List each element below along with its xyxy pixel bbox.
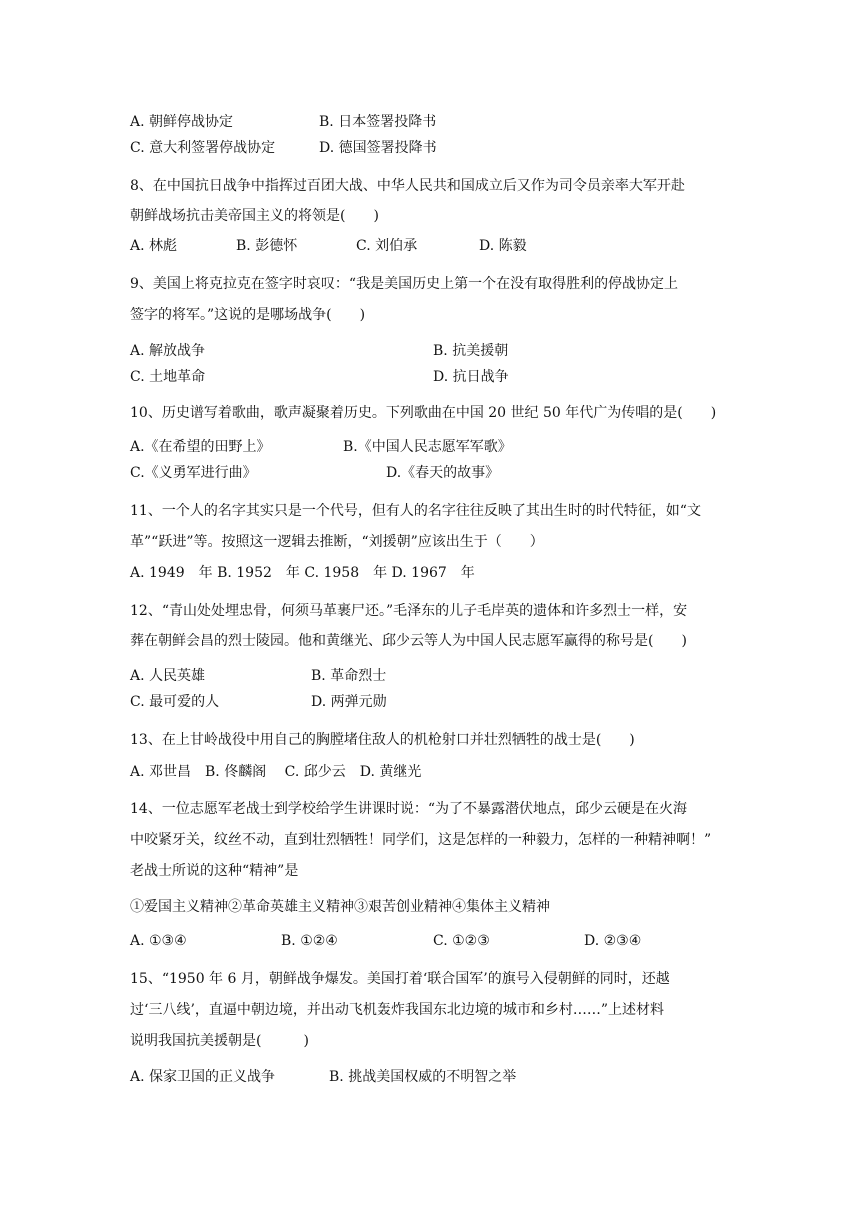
q12-option-d: D. 两弹元勋 xyxy=(311,694,387,710)
q9-option-c: C. 土地革命 xyxy=(130,369,206,385)
option-d: D. 德国签署投降书 xyxy=(319,140,437,156)
q8-option-a: A. 林彪 xyxy=(130,238,178,254)
q10-option-d: D.《春天的故事》 xyxy=(386,465,500,481)
question-13-text: 13、在上甘岭战役中用自己的胸膛堵住敌人的机枪射口并壮烈牺牲的战士是( ) xyxy=(130,732,635,748)
question-15-text-cont: 过‘三八线’，直逼中朝边境，并出动飞机轰炸我国东北边境的城市和乡村……”上述材料 xyxy=(130,1002,665,1018)
q12-option-a: A. 人民英雄 xyxy=(130,668,206,684)
q9-option-a: A. 解放战争 xyxy=(130,343,206,359)
q13-options: A. 邓世昌 B. 佟麟阁 C. 邱少云 D. 黄继光 xyxy=(130,764,422,780)
q10-option-b: B.《中国人民志愿军军歌》 xyxy=(343,439,512,455)
q8-option-c: C. 刘伯承 xyxy=(356,238,418,254)
option-c: C. 意大利签署停战协定 xyxy=(130,140,276,156)
question-14-text: 14、一位志愿军老战士到学校给学生讲课时说：“为了不暴露潜伏地点，邱少云硬是在火海 xyxy=(130,801,687,817)
question-10-text: 10、历史谱写着歌曲，歌声凝聚着历史。下列歌曲在中国 20 世纪 50 年代广为传唱的是( ) xyxy=(130,405,717,421)
question-9-text-cont: 签字的将军。”这说的是哪场战争( ) xyxy=(130,307,366,323)
question-12-text-cont: 葬在朝鲜会昌的烈士陵园。他和黄继光、邱少云等人为中国人民志愿军赢得的称号是( ) xyxy=(130,633,687,649)
option-b: B. 日本签署投降书 xyxy=(319,114,437,130)
q14-statements: ①爱国主义精神②革命英雄主义精神③艰苦创业精神④集体主义精神 xyxy=(130,899,550,915)
q14-option-a: A. ①③④ xyxy=(130,933,187,949)
q15-option-b: B. 挑战美国权威的不明智之举 xyxy=(329,1069,517,1085)
question-15-text: 15、“1950 年 6 月，朝鲜战争爆发。美国打着‘联合国军’的旗号入侵朝鲜的同时，还越 xyxy=(130,971,670,987)
question-11-text-cont: 革”“跃进”等。按照这一逻辑去推断，“刘援朝”应该出生于（ ） xyxy=(130,534,544,550)
q9-option-b: B. 抗美援朝 xyxy=(433,343,509,359)
q10-option-a: A.《在希望的田野上》 xyxy=(130,439,271,455)
question-12-text: 12、“青山处处埋忠骨，何须马革裹尸还。”毛泽东的儿子毛岸英的遗体和许多烈士一样，安 xyxy=(130,603,688,619)
question-14-text-cont2: 老战士所说的这种“精神”是 xyxy=(130,863,299,879)
q11-options: A. 1949 年 B. 1952 年 C. 1958 年 D. 1967 年 xyxy=(130,565,475,581)
q15-option-a: A. 保家卫国的正义战争 xyxy=(130,1069,276,1085)
q14-option-d: D. ②③④ xyxy=(584,933,642,949)
question-15-text-cont2: 说明我国抗美援朝是( ) xyxy=(130,1033,309,1049)
question-8-text-cont: 朝鲜战场抗击美帝国主义的将领是( ) xyxy=(130,208,379,224)
q9-option-d: D. 抗日战争 xyxy=(433,369,509,385)
q12-option-b: B. 革命烈士 xyxy=(311,668,387,684)
q10-option-c: C.《义勇军进行曲》 xyxy=(130,465,257,481)
option-a: A. 朝鲜停战协定 xyxy=(130,114,234,130)
question-8-text: 8、在中国抗日战争中指挥过百团大战、中华人民共和国成立后又作为司令员亲率大军开赴 xyxy=(130,178,685,194)
q14-option-b: B. ①②④ xyxy=(281,933,338,949)
q8-option-d: D. 陈毅 xyxy=(479,238,527,254)
q12-option-c: C. 最可爱的人 xyxy=(130,694,220,710)
question-14-text-cont: 中咬紧牙关，纹丝不动，直到壮烈牺牲！同学们，这是怎样的一种毅力，怎样的一种精神啊！” xyxy=(130,832,712,848)
q14-option-c: C. ①②③ xyxy=(433,933,490,949)
q8-option-b: B. 彭德怀 xyxy=(236,238,298,254)
question-11-text: 11、一个人的名字其实只是一个代号，但有人的名字往往反映了其出生时的时代特征，如“文 xyxy=(130,503,701,519)
question-9-text: 9、美国上将克拉克在签字时哀叹：“我是美国历史上第一个在没有取得胜利的停战协定上 xyxy=(130,276,679,292)
